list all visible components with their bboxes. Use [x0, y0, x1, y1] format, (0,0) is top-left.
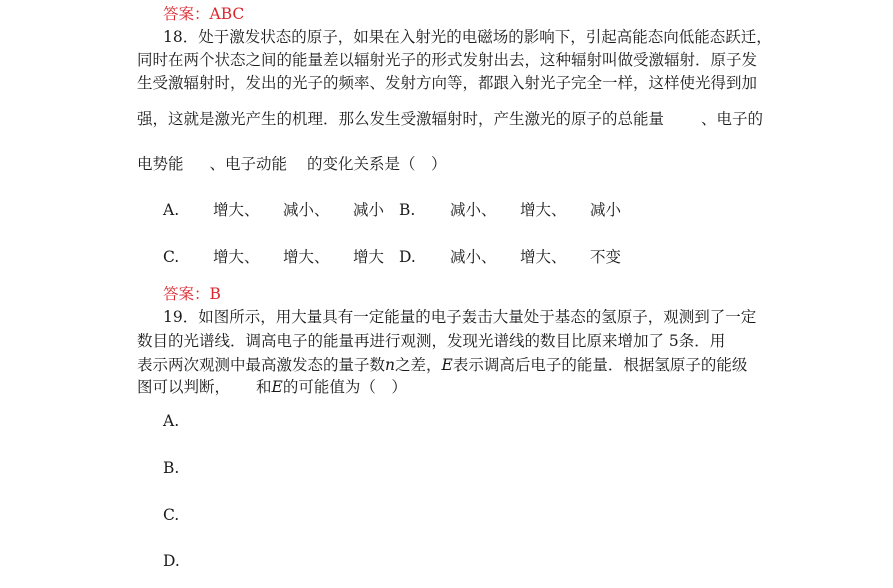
- q18-option-b-label: B.: [399, 201, 416, 219]
- q18-line-4-text: 强，这就是激光产生的机理．那么发生受激辐射时，产生激光的原子的总能量: [137, 110, 665, 128]
- q19-line-1: 19．如图所示，用大量具有一定能量的电子轰击大量处于基态的氢原子，观测到了一定: [163, 308, 757, 326]
- q18-option-b-1: 减小、: [450, 201, 497, 219]
- q18-option-c-1: 增大、: [213, 248, 260, 266]
- q18-line-5: [137, 153, 447, 175]
- q18-line-1: 18．处于激发状态的原子，如果在入射光的电磁场的影响下，引起高能态向低能态跃迁，: [163, 28, 772, 46]
- q18-option-b-2: 增大、: [520, 201, 567, 219]
- q18-option-c-3: 增大: [353, 248, 385, 266]
- q19-line-4: [137, 376, 407, 398]
- q17-answer: 答案：ABC: [163, 5, 245, 23]
- q18-option-a-label: A.: [163, 201, 180, 219]
- q18-potential-energy: 电势能: [137, 155, 184, 173]
- q19-line-4-and: 和: [256, 378, 272, 396]
- q18-option-d-3: 不变: [590, 248, 622, 266]
- q18-line-2: 同时在两个状态之间的能量差以辐射光子的形式发射出去，这种辐射叫做受激辐射．原子发: [137, 51, 758, 69]
- q18-option-a-3: 减小: [353, 201, 385, 219]
- q19-line-3: [137, 354, 747, 376]
- q18-option-b-3: 减小: [590, 201, 622, 219]
- q19-line-3-text: 表示两次观测中最高激发态的量子数: [137, 356, 386, 374]
- q18-kinetic-energy: 、电子动能: [209, 155, 288, 173]
- q18-line-4: [137, 108, 763, 130]
- q18-answer: 答案：B: [163, 285, 221, 303]
- q18-option-c-label: C.: [163, 248, 180, 266]
- q19-line-3-mid: 之差，: [395, 356, 442, 374]
- q19-option-b: B.: [163, 459, 180, 477]
- q18-option-a-2: 减小、: [283, 201, 330, 219]
- q19-variable-e: E: [441, 356, 453, 374]
- q19-line-4-text: 图可以判断，: [137, 378, 231, 396]
- q19-line-4-tail: 的可能值为（ ）: [282, 378, 407, 396]
- q18-option-c-2: 增大、: [283, 248, 330, 266]
- q18-option-a-1: 增大、: [213, 201, 260, 219]
- q19-variable-n: n: [385, 356, 395, 374]
- q19-option-d: D.: [163, 552, 180, 570]
- q18-question-tail: 的变化关系是（ ）: [307, 155, 447, 173]
- q18-option-d-2: 增大、: [520, 248, 567, 266]
- q18-line-4-tail: 、电子的: [701, 110, 764, 128]
- q18-option-d-1: 减小、: [450, 248, 497, 266]
- q19-option-c: C.: [163, 506, 180, 524]
- q19-variable-e-2: E: [271, 378, 283, 396]
- q19-option-a: A.: [163, 412, 180, 430]
- q19-line-3-tail: 表示调高后电子的能量．根据氢原子的能级: [452, 356, 748, 374]
- q18-option-d-label: D.: [399, 248, 416, 266]
- q19-line-2: 数目的光谱线．调高电子的能量再进行观测，发现光谱线的数目比原来增加了 5条．用: [137, 332, 726, 350]
- q18-line-3: 生受激辐射时，发出的光子的频率、发射方向等，都跟入射光子完全一样，这样使光得到加: [137, 74, 758, 92]
